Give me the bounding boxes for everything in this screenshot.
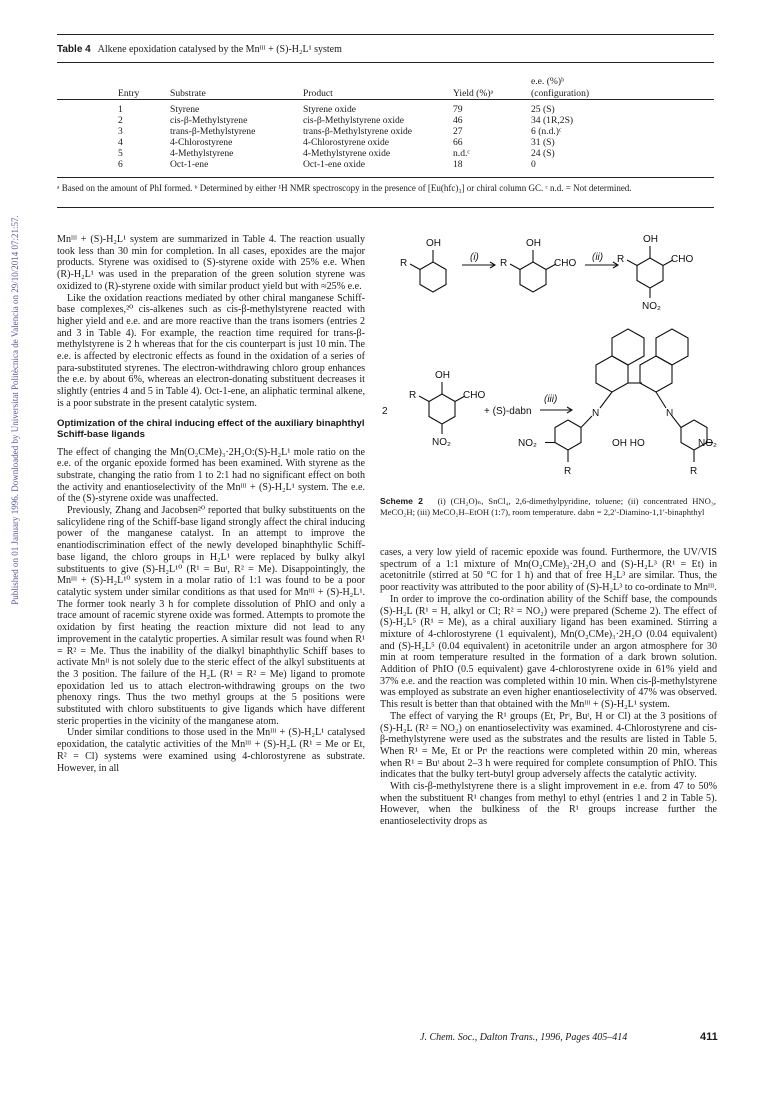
table-cell-yield: 18 (453, 159, 463, 170)
table-cell-ee: 34 (1R,2S) (531, 115, 574, 126)
journal-citation: J. Chem. Soc., Dalton Trans., 1996, Pages 405–414 (420, 1032, 628, 1043)
table-end-rule (57, 207, 714, 208)
phenol-ring-1 (420, 262, 446, 292)
left-paragraph-1: Mnᴵᴵᴵ + (S)-H₂L¹ system are summarized in Table 4. The reaction usually took less than 30 min for completion. In all cases, epoxides are the major products. Styrene was oxidised to (S)-styrene oxide with 25% e.e. When (R)-H₂L¹ was used in the preparation of the green solution styrene was oxidized to (R)-styrene oxide with similar product yield but with ≈25% e.e. (57, 234, 365, 292)
table-cell-entry: 2 (118, 115, 123, 126)
table-bottom-rule (57, 177, 714, 178)
scheme-caption-text: (i) (CH₂O)ₙ, SnCl₄, 2,6-dimethylpyridine, toluene; (ii) concentrated HNO₃, MeCO₂H; (iii) MeCO₂H–EtOH (1:7), room temperature. dabn = 2,2′-Diamino-1,1′-binaphthyl (380, 496, 716, 517)
left-paragraph-2: Like the oxidation reactions mediated by other chiral manganese Schiff-base complexes,²⁰ cis-alkenes such as cis-β-methylstyrene reacted with higher yield and e.e. and are more reactive than the trans isomers (entries 2 and 3 in Table 4). For example, the reaction time required for trans-β-methylstyrene is 2 h whereas that for the cis counterpart is just 10 min. The e.e. is affected by electronic effects as found in the oxidation of a series of para-substituted styrenes. The electron-withdrawing chloro group enhances the e.e. by about 6%, whereas an electron-donating substituent decreases it slightly (entries 4 and 5 in Table 4). Oct-1-ene, an aliphatic terminal alkene, is a poor substrate in the present catalytic system. (57, 292, 365, 409)
table-cell-entry: 4 (118, 137, 123, 148)
table-cell-substrate: Oct-1-ene (170, 159, 209, 170)
label-oh-2: OH (526, 238, 541, 249)
left-column (57, 234, 365, 774)
label-n-left: N (592, 408, 600, 419)
right-paragraph-1: cases, a very low yield of racemic epoxide was found. Furthermore, the UV/VIS spectrum of a 1:1 mixture of Mn(O₂CMe)₃·2H₂O and (S)-H₂L³ (R¹ = Et) in acetonitrile (stirred at 50 °C for 1 h) and that of free H₂L³ are similar. Thus, the poor reactivity was attributed to the poor ability of (S)-H₂L³ to co-ordinate to Mnᴵᴵᴵ. (380, 547, 717, 594)
table-cell-ee: 0 (531, 159, 536, 170)
table-footnote: ᵃ Based on the amount of PhI formed. ᵇ Determined by either ¹H NMR spectroscopy in the presence of [Eu(hfc)₃] or chiral column GC. ᶜ n.d. = Not determined. (57, 183, 632, 193)
scheme-labels (382, 234, 717, 477)
label-compound-2: 2 (382, 406, 388, 417)
table-cell-yield: 66 (453, 137, 463, 148)
scheme-caption (380, 496, 716, 517)
section-heading: Optimization of the chiral inducing effect of the auxiliary binaphthyl Schiff-base ligands (57, 417, 365, 441)
header-product: Product (303, 88, 333, 99)
label-r-2: R (500, 258, 508, 269)
salicylidene-left (555, 420, 581, 450)
right-column (380, 547, 717, 828)
naphthyl-right-a (656, 329, 688, 365)
table-cell-ee: 25 (S) (531, 104, 555, 115)
table-cell-yield: 27 (453, 126, 463, 137)
label-dabn: + (S)-dabn (484, 406, 532, 417)
label-oh-3: OH (643, 234, 658, 245)
label-step-i: (i) (470, 252, 479, 263)
header-config: (configuration) (531, 88, 590, 99)
label-cho-3: CHO (671, 254, 694, 265)
table-caption-label: Table 4 (57, 44, 91, 55)
label-oh-4: OH (435, 370, 450, 381)
table-cell-yield: 79 (453, 104, 463, 115)
table-cell-product: trans-β-Methylstyrene oxide (303, 126, 413, 137)
table-cell-ee: 31 (S) (531, 137, 555, 148)
phenol-ring-2 (520, 262, 546, 292)
download-notice-text: Published on 01 January 1996. Downloaded by Universitat Politècnica de Valencia on 29/10/2014 07:21:57. (10, 215, 20, 605)
table-header-rule (57, 99, 714, 100)
page-number: 411 (700, 1031, 718, 1043)
scheme-caption-label: Scheme 2 (380, 496, 423, 506)
label-cho-2: CHO (554, 258, 577, 269)
table-cell-product: 4-Methylstyrene oxide (303, 148, 391, 159)
header-entry: Entry (118, 88, 140, 99)
top-rule (57, 34, 714, 35)
label-r-right: R (690, 466, 698, 477)
right-paragraph-4: With cis-β-methylstyrene there is a slight improvement in e.e. from 47 to 50% when the substituent R¹ changes from methyl to ethyl (entries 1 and 2 in Table 5). However, when the bulkiness of the R¹ groups increase further the enantioselectivity drops as (380, 781, 717, 828)
table-cell-entry: 6 (118, 159, 123, 170)
table-cell-ee: 24 (S) (531, 148, 555, 159)
table-cell-ee: 6 (n.d.)ᶜ (531, 126, 562, 137)
table-caption-text: Alkene epoxidation catalysed by the Mnᴵᴵᴵ + (S)-H₂L¹ system (97, 44, 342, 55)
label-oh-ho: OH HO (612, 438, 645, 449)
table-cell-product: Styrene oxide (303, 104, 357, 115)
label-step-ii: (ii) (592, 252, 604, 263)
label-r-1: R (400, 258, 408, 269)
left-paragraph-3: The effect of changing the Mn(O₂CMe)₃·2H₂O:(S)-H₂L¹ mole ratio on the e.e. of the organic epoxide formed has been examined. With styrene as the substrate, changing the ratio from 1 to 2:1 had no significant effect on both the activity and enantioselectivity of the Mnᴵᴵᴵ + (S)-H₂L¹ system. The e.e. of the (S)-styrene oxide was unaffected. (57, 446, 365, 505)
scheme-2-diagram (380, 232, 720, 502)
table-cell-substrate: Styrene (170, 104, 200, 115)
label-r-4: R (409, 390, 417, 401)
table-cell-entry: 5 (118, 148, 123, 159)
label-no2-4: NO₂ (432, 437, 451, 448)
table-cell-yield: n.d.ᶜ (453, 148, 470, 159)
label-oh-1: OH (426, 238, 441, 249)
table-cell-product: Oct-1-ene oxide (303, 159, 366, 170)
table-cell-substrate: 4-Methylstyrene (170, 148, 234, 159)
scheme-structures (410, 246, 713, 462)
table-cell-yield: 46 (453, 115, 463, 126)
label-r-left: R (564, 466, 572, 477)
header-substrate: Substrate (170, 88, 206, 99)
label-no2-3: NO₂ (642, 301, 661, 312)
label-no2-left: NO₂ (518, 438, 537, 449)
phenol-ring-3 (637, 258, 663, 288)
label-no2-right: NO₂ (698, 438, 717, 449)
naphthyl-right-b (640, 356, 672, 392)
left-paragraph-5: Under similar conditions to those used in the Mnᴵᴵᴵ + (S)-H₂L¹ catalysed epoxidation, the catalytic activities of the Mnᴵᴵᴵ + (S)-H₂L (R¹ = Me or Et, R² = Cl) systems were examined using 4-chlorostyrene as substrate. However, in all (57, 727, 365, 774)
table-cell-substrate: 4-Chlorostyrene (170, 137, 233, 148)
left-paragraph-4: Previously, Zhang and Jacobsen²⁰ reported that bulky substituents on the salicylidene ring of the Schiff-base ligand strongly affect the chiral inducing power of the manganese catalyst. In an attempt to improve the enantiodiscrimination effect of the newly developed binaphthylic Schiff-base ligand, the chloro groups in H₂L¹ were replaced by bulky alkyl substituents to give (S)-H₂L¹⁰ (R¹ = Buᵗ, R² = Me). Disappointingly, the Mnᴵᴵᴵ + (S)-H₂L¹⁰ system in a molar ratio of 1:1 was found to be a poor catalytic system under similar conditions as that used for Mnᴵᴵᴵ + (S)-H₂L¹. The former took nearly 3 h for complete dissolution of PhIO and only a trace amount of racemic styrene oxide was formed. Attempts to promote the oxidation by first heating the reaction mixture did not lead to any improvement in the catalytic properties. A similar result was found when R¹ = R² = Me. Thus the inability of the dialkyl binaphthylic Schiff bases to activate Mnᴵᴵ is not solely due to the steric effect of the alkyl substituents at the 3 position. The failure of the H₂L (R¹ = R² = Me) ligand to promote epoxidation led us to attach electron-withdrawing groups on the two phenoxy rings. Thus the two methyl groups at the 5 positions were substituted with chloro substituents to give ligands which have different steric properties in the vicinity of the manganese atom. (57, 505, 365, 727)
label-cho-4: CHO (463, 390, 486, 401)
table-caption (57, 44, 342, 55)
naphthyl-left-b (596, 356, 628, 392)
table-cell-product: cis-β-Methylstyrene oxide (303, 115, 405, 126)
right-paragraph-2: In order to improve the co-ordination ability of the Schiff base, the compounds (S)-H₂L (R¹ = H, alkyl or Cl; R² = NO₂) were prepared (Scheme 2). The effect of (S)-H₂L⁵ (R¹ = Me), as a chiral auxiliary ligand has been examined. Stirring a mixture of 4-chlorostyrene (1 equivalent), Mn(O₂CMe)₃·2H₂O (0.04 equivalent) and (S)-H₂L⁵ (0.04 equivalent) in acetonitrile under an argon atmosphere for 30 min at room temperature resulted in the formation of a dark brown solution. Addition of PhIO (0.5 equivalent) gave 4-chlorostyrene oxide in 61% yield and 37% e.e. and the reaction was completed within 10 min. When cis-β-methylstyrene was employed as substrate an even higher enantioselectivity of 47% was observed. This result is better than that obtained with the Mnᴵᴵᴵ + (S)-H₂L¹ system. (380, 593, 717, 711)
table-cell-entry: 1 (118, 104, 123, 115)
label-step-iii: (iii) (544, 394, 558, 405)
header-yield: Yield (%)ᵃ (453, 88, 494, 99)
download-notice-sidebar (9, 160, 21, 660)
table-cell-entry: 3 (118, 126, 123, 137)
table-cell-product: 4-Chlorostyrene oxide (303, 137, 390, 148)
label-n-right: N (666, 408, 674, 419)
table-cell-substrate: trans-β-Methylstyrene (170, 126, 256, 137)
right-paragraph-3: The effect of varying the R¹ groups (Et, Prᶦ, Buᵗ, H or Cl) at the 3 positions of (S)-H₂L (R² = NO₂) on enantioselectivity was examined. 4-Chlorostyrene and cis-β-methylstyrene were used as the substrates and the results are listed in Table 5. When R¹ = Me, Et or Prᶦ the reactions were completed within 20 min, whereas when R¹ = Buᵗ about 2–3 h were required for complete consumption of PhIO. This indicates that the bulky tert-butyl group adversely affects the catalytic activity. (380, 710, 717, 781)
table-top-rule (57, 62, 714, 63)
nitro-aldehyde-ring (429, 394, 455, 424)
table-cell-substrate: cis-β-Methylstyrene (170, 115, 248, 126)
label-r-3: R (617, 254, 625, 265)
naphthyl-left-a (612, 329, 644, 365)
header-ee: e.e. (%)ᵇ (531, 76, 565, 87)
